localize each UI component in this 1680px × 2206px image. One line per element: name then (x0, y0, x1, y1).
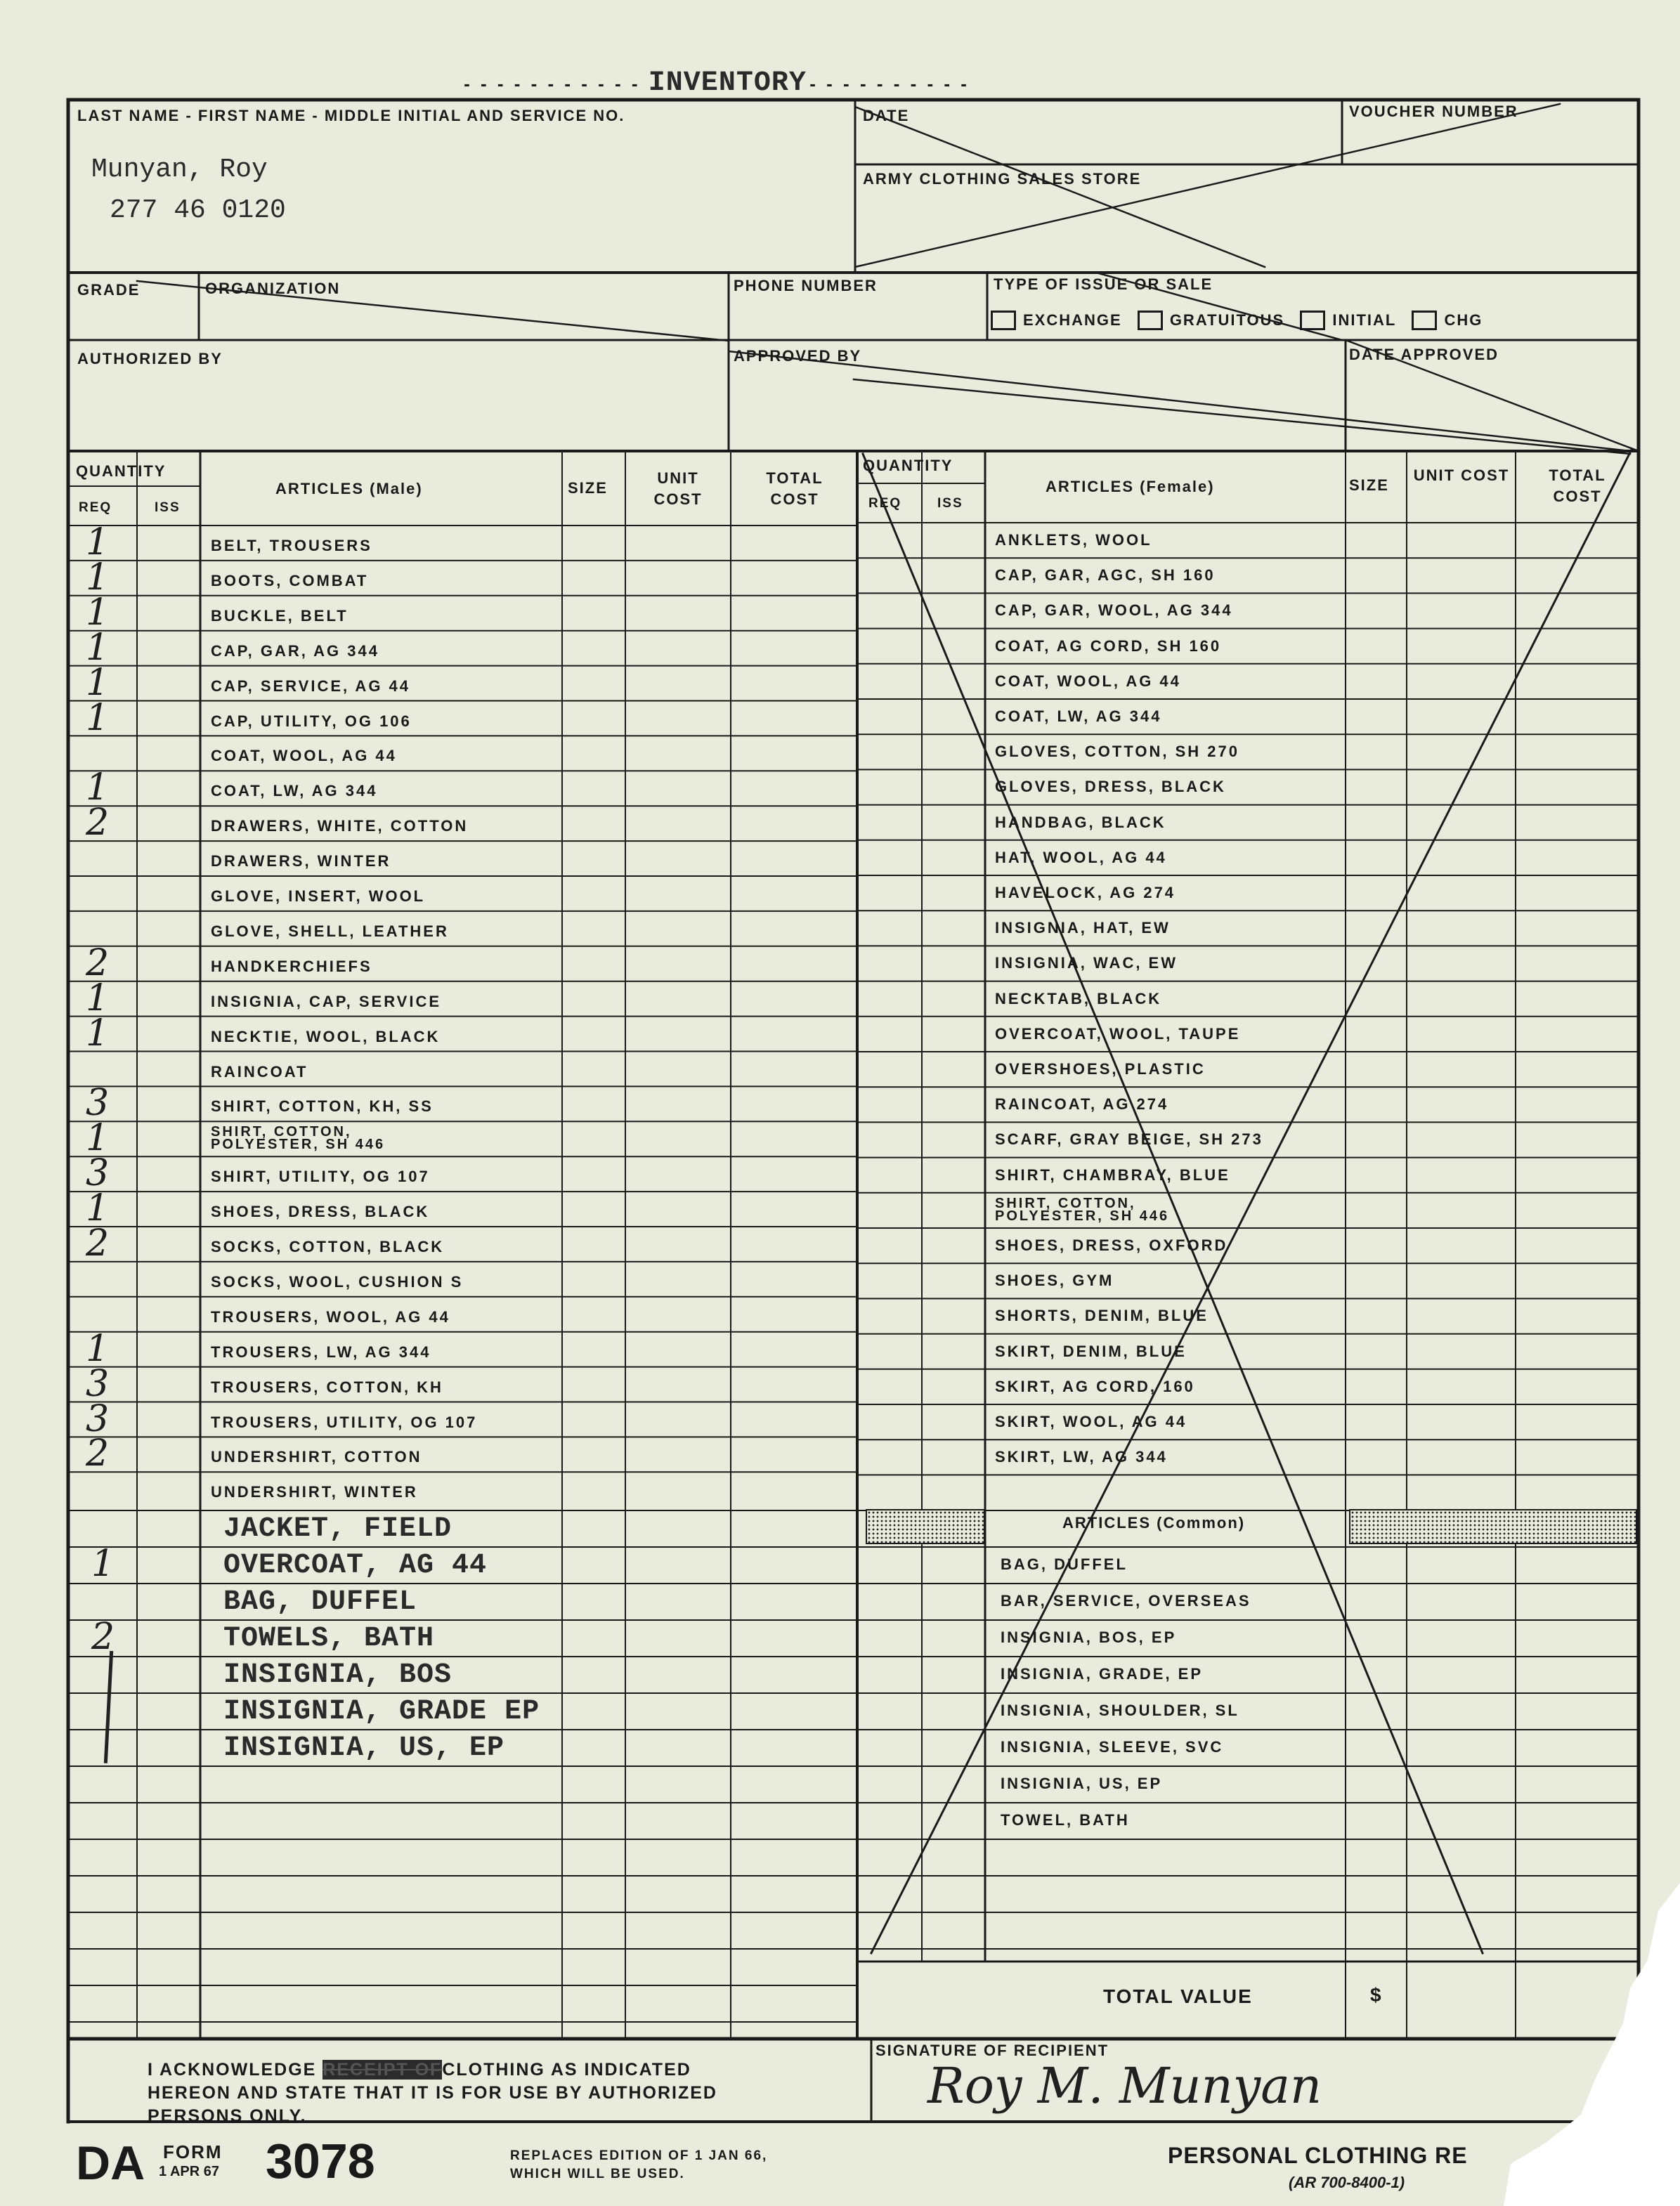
exchange-option[interactable]: EXCHANGE (991, 311, 1122, 330)
articles-common-header: ARTICLES (Common) (1062, 1514, 1246, 1532)
voucher-label: VOUCHER NUMBER (1349, 103, 1518, 120)
req-quantity[interactable]: 1 (86, 626, 110, 669)
signature-label: SIGNATURE OF RECIPIENT (875, 2042, 1109, 2059)
article-row-male: TROUSERS, UTILITY, OG 107 (211, 1413, 478, 1431)
req-quantity[interactable]: 3 (86, 1397, 110, 1440)
article-row-male: GLOVE, INSERT, WOOL (211, 887, 426, 905)
authorized-by-label: AUTHORIZED BY (77, 350, 223, 367)
article-row-female: SKIRT, DENIM, BLUE (995, 1342, 1187, 1360)
article-row-male: CAP, GAR, AG 344 (211, 641, 379, 660)
req-quantity[interactable]: 2 (86, 802, 110, 844)
article-row-male: RAINCOAT (211, 1062, 308, 1081)
article-row-male: CAP, UTILITY, OG 106 (211, 712, 412, 730)
organization-label: ORGANIZATION (205, 280, 341, 297)
issue-type-label: TYPE OF ISSUE OR SALE (994, 275, 1213, 293)
article-row-common: INSIGNIA, GRADE, EP (1001, 1665, 1204, 1683)
phone-label: PHONE NUMBER (734, 277, 878, 294)
req-quantity[interactable]: 1 (86, 696, 110, 739)
article-row-common: TOWEL, BATH (1001, 1811, 1130, 1829)
article-row-female: HAT, WOOL, AG 44 (995, 848, 1167, 866)
total-cost-header-male: TOTAL COST (766, 469, 823, 508)
article-row-male: TROUSERS, COTTON, KH (211, 1378, 443, 1396)
article-row-female: NECKTAB, BLACK (995, 989, 1162, 1007)
article-row-female: GLOVES, DRESS, BLACK (995, 778, 1226, 796)
issue-type-options (991, 311, 1492, 334)
total-value-field[interactable]: $ (1370, 1984, 1381, 2006)
form-word: FORM (163, 2141, 223, 2162)
req-quantity[interactable]: 2 (86, 941, 110, 984)
struck-text: RECEIPT OF (323, 2060, 443, 2080)
replaces-line-1: REPLACES EDITION OF 1 JAN 66, (510, 2148, 768, 2163)
recipient-signature[interactable]: Roy M. Munyan (927, 2057, 1322, 2115)
article-row-female: CAP, GAR, WOOL, AG 344 (995, 601, 1233, 620)
article-row-female: ANKLETS, WOOL (995, 531, 1152, 549)
article-row-female: GLOVES, COTTON, SH 270 (995, 743, 1239, 761)
req-quantity[interactable]: 1 (86, 521, 110, 563)
article-row-male: COAT, LW, AG 344 (211, 782, 378, 800)
req-quantity[interactable]: 1 (86, 977, 110, 1019)
req-quantity[interactable]: 1 (86, 1012, 110, 1055)
initial-option[interactable]: INITIAL (1300, 311, 1396, 330)
grade-label: GRADE (77, 281, 141, 299)
article-row-female: SHOES, GYM (995, 1272, 1114, 1290)
total-cost-header-female: TOTAL COST (1549, 466, 1606, 505)
article-row-male: DRAWERS, WHITE, COTTON (211, 817, 469, 835)
iss-header-female: ISS (937, 496, 963, 511)
shaded-cell (866, 1509, 985, 1544)
name-label: LAST NAME - FIRST NAME - MIDDLE INITIAL AND SERVICE NO. (77, 107, 625, 124)
article-row-male: SOCKS, WOOL, CUSHION S (211, 1272, 464, 1291)
req-quantity[interactable]: 1 (86, 661, 110, 704)
article-row-female: SHIRT, COTTON, POLYESTER, SH 446 (995, 1195, 1170, 1224)
unit-cost-header-male: UNIT COST (653, 469, 703, 508)
form-title-text: INVENTORY (648, 67, 807, 99)
article-row-female: COAT, LW, AG 344 (995, 707, 1162, 725)
article-row-female: COAT, AG CORD, SH 160 (995, 637, 1222, 655)
quantity-header-female: QUANTITY (863, 457, 953, 474)
req-quantity[interactable]: 3 (86, 1362, 110, 1405)
article-row-common: INSIGNIA, BOS, EP (1001, 1629, 1177, 1646)
date-label: DATE (863, 107, 910, 124)
req-quantity[interactable]: 1 (86, 591, 110, 634)
article-row-female: HAVELOCK, AG 274 (995, 884, 1176, 901)
article-row-female: INSIGNIA, WAC, EW (995, 954, 1178, 972)
article-row-female: CAP, GAR, AGC, SH 160 (995, 566, 1216, 585)
article-row-male: SHIRT, COTTON, POLYESTER, SH 446 (211, 1124, 386, 1153)
article-row-female: RAINCOAT, AG 274 (995, 1095, 1169, 1114)
quantity-header-male: QUANTITY (76, 462, 167, 480)
article-row-male: BOOTS, COMBAT (211, 571, 369, 589)
article-row-male: BUCKLE, BELT (211, 606, 349, 625)
article-row-female: OVERSHOES, PLASTIC (995, 1060, 1206, 1078)
article-row-male: SOCKS, COTTON, BLACK (211, 1238, 445, 1255)
checkbox[interactable] (1300, 311, 1325, 330)
req-quantity[interactable]: 1 (86, 766, 110, 809)
unit-cost-header-female: UNIT COST (1413, 466, 1510, 484)
req-quantity[interactable]: 3 (86, 1152, 110, 1195)
typed-article-row[interactable]: INSIGNIA, GRADE EP (223, 1696, 540, 1728)
articles-male-header: ARTICLES (Male) (275, 480, 423, 497)
acknowledgement-text: I ACKNOWLEDGE RECEIPT OFCLOTHING AS INDICATED HEREON AND STATE THAT IT IS FOR USE BY AUTHORIZED PERSONS ONLY. (148, 2060, 717, 2126)
date-approved-label: DATE APPROVED (1349, 346, 1499, 363)
article-row-common: INSIGNIA, US, EP (1001, 1775, 1163, 1792)
typed-article-row[interactable]: JACKET, FIELD (223, 1513, 452, 1545)
req-quantity[interactable]: 2 (86, 1222, 110, 1265)
typed-article-row[interactable]: TOWELS, BATH (223, 1623, 435, 1654)
article-row-female: HANDBAG, BLACK (995, 813, 1166, 831)
form-date: 1 APR 67 (159, 2164, 219, 2179)
article-row-male: TROUSERS, LW, AG 344 (211, 1343, 431, 1361)
article-row-male: SHOES, DRESS, BLACK (211, 1203, 430, 1221)
article-row-male: CAP, SERVICE, AG 44 (211, 677, 411, 695)
typed-article-row[interactable]: BAG, DUFFEL (223, 1586, 417, 1618)
req-quantity[interactable]: 2 (91, 1616, 115, 1658)
approved-by-label: APPROVED BY (734, 347, 862, 365)
checkbox[interactable] (1138, 311, 1163, 330)
article-row-male: HANDKERCHIEFS (211, 957, 372, 975)
form-number: 3078 (266, 2134, 375, 2188)
article-row-male: DRAWERS, WINTER (211, 852, 391, 870)
size-header-female: SIZE (1349, 476, 1389, 494)
article-row-female: SHORTS, DENIM, BLUE (995, 1307, 1209, 1325)
articles-female-header: ARTICLES (Female) (1046, 478, 1215, 495)
article-row-male: SHIRT, COTTON, KH, SS (211, 1097, 434, 1116)
req-quantity[interactable]: 1 (86, 1327, 110, 1370)
article-row-female: SKIRT, WOOL, AG 44 (995, 1413, 1187, 1430)
total-value-label: TOTAL VALUE (1103, 1985, 1253, 2007)
req-quantity[interactable]: 1 (91, 1543, 115, 1585)
article-row-male: UNDERSHIRT, COTTON (211, 1448, 422, 1466)
gratuitous-option[interactable]: GRATUITOUS (1138, 311, 1284, 330)
article-row-male: INSIGNIA, CAP, SERVICE (211, 992, 442, 1010)
article-row-female: SHIRT, CHAMBRAY, BLUE (995, 1166, 1230, 1184)
article-row-female: SCARF, GRAY BEIGE, SH 273 (995, 1130, 1263, 1149)
article-row-female: SKIRT, AG CORD, 160 (995, 1377, 1195, 1395)
article-row-female: OVERCOAT, WOOL, TAUPE (995, 1024, 1241, 1043)
article-row-female: INSIGNIA, HAT, EW (995, 919, 1171, 937)
req-header-male: REQ (79, 500, 112, 515)
req-header-female: REQ (868, 496, 902, 511)
article-row-male: BELT, TROUSERS (211, 537, 372, 554)
checkbox[interactable] (991, 311, 1016, 330)
article-row-male: NECKTIE, WOOL, BLACK (211, 1027, 441, 1045)
size-header-male: SIZE (568, 479, 608, 497)
chg-option[interactable]: CHG (1412, 311, 1483, 330)
da-mark: DA (76, 2136, 145, 2190)
article-row-male: SHIRT, UTILITY, OG 107 (211, 1168, 430, 1186)
typed-article-row[interactable]: INSIGNIA, BOS (223, 1659, 452, 1691)
article-row-female: SKIRT, LW, AG 344 (995, 1448, 1168, 1466)
service-number[interactable]: 277 46 0120 (110, 195, 286, 226)
checkbox[interactable] (1412, 311, 1437, 330)
article-row-common: BAG, DUFFEL (1001, 1555, 1128, 1573)
req-quantity[interactable]: 3 (86, 1082, 110, 1125)
req-quantity[interactable]: 2 (86, 1432, 110, 1475)
article-row-male: GLOVE, SHELL, LEATHER (211, 922, 449, 940)
regulation: (AR 700-8400-1) (1289, 2174, 1405, 2191)
article-row-male: TROUSERS, WOOL, AG 44 (211, 1307, 450, 1326)
article-row-female: COAT, WOOL, AG 44 (995, 672, 1181, 690)
name-value[interactable]: Munyan, Roy (91, 155, 268, 185)
typed-article-row[interactable]: OVERCOAT, AG 44 (223, 1550, 488, 1581)
article-row-common: BAR, SERVICE, OVERSEAS (1001, 1592, 1251, 1610)
replaces-line-2: WHICH WILL BE USED. (510, 2167, 685, 2181)
store-label: ARMY CLOTHING SALES STORE (863, 170, 1142, 188)
req-quantity[interactable]: 1 (86, 1117, 110, 1160)
form-title-row: - - - - - - - - - - - INVENTORY - - - - - - - - - - (464, 67, 970, 99)
article-row-male: COAT, WOOL, AG 44 (211, 747, 397, 765)
req-quantity[interactable]: 1 (86, 1187, 110, 1230)
shaded-cell (1349, 1509, 1637, 1544)
article-row-male: UNDERSHIRT, WINTER (211, 1483, 418, 1501)
iss-header-male: ISS (155, 500, 181, 515)
form-name: PERSONAL CLOTHING RE (1168, 2143, 1468, 2168)
typed-article-row[interactable]: INSIGNIA, US, EP (223, 1732, 505, 1764)
article-row-female: SHOES, DRESS, OXFORD (995, 1236, 1228, 1254)
article-row-common: INSIGNIA, SLEEVE, SVC (1001, 1738, 1224, 1756)
article-row-common: INSIGNIA, SHOULDER, SL (1001, 1702, 1239, 1719)
req-quantity[interactable]: 1 (86, 556, 110, 599)
